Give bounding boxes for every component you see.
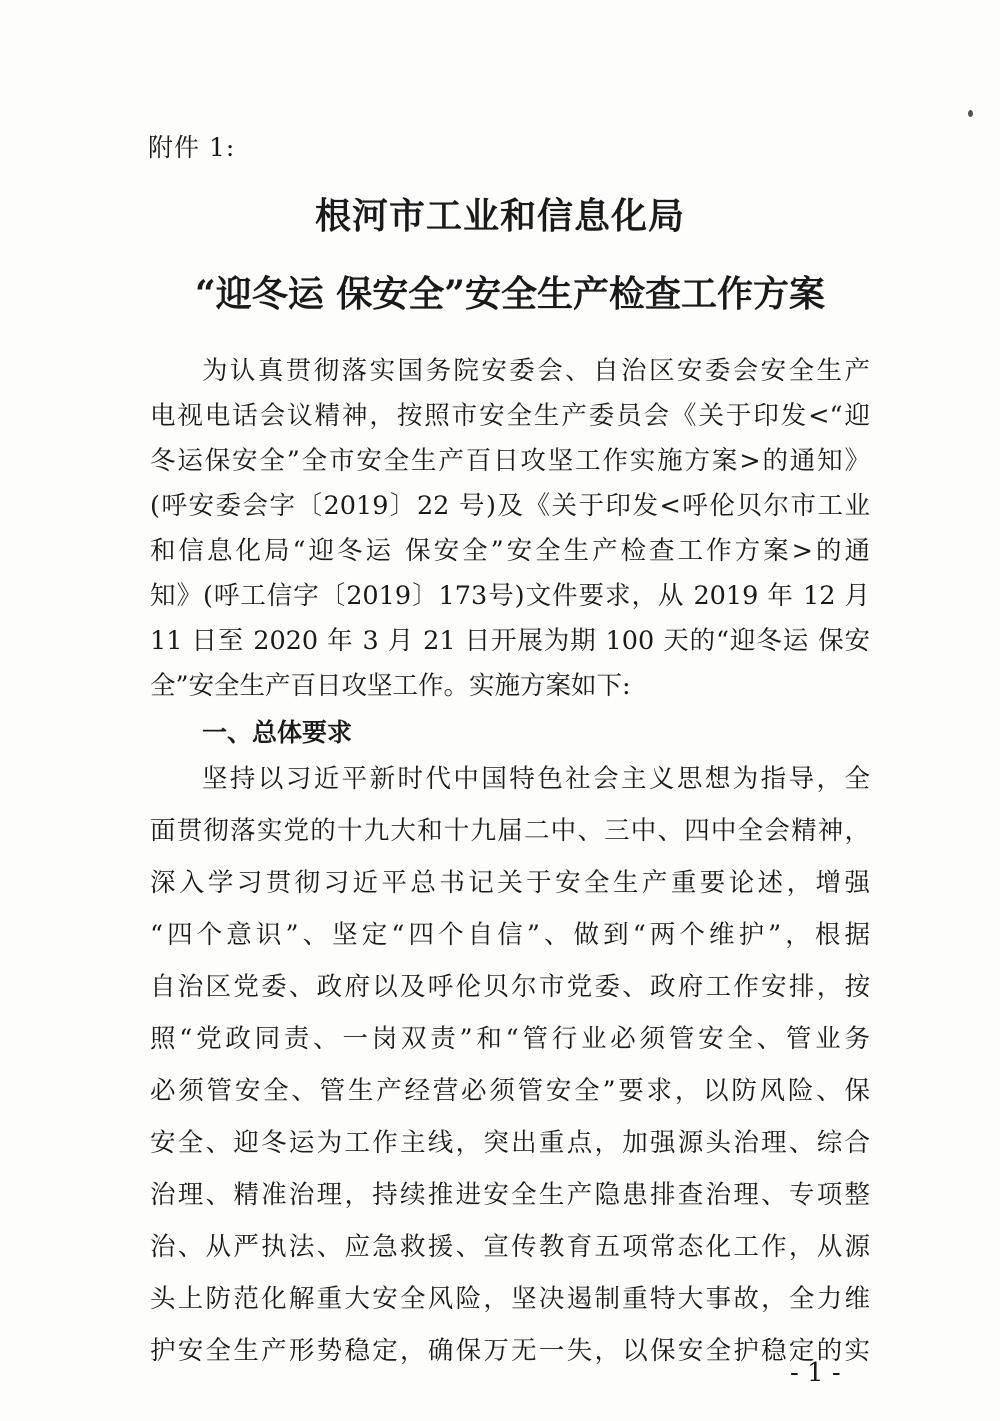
intro-line: 电视电话会议精神，按照市安全生产委员会《关于印发<“迎 [150, 401, 870, 431]
intro-line: 为认真贯彻落实国务院安委会、自治区安委会安全生产 [202, 356, 870, 386]
section-line: 护安全生产形势稳定，确保万无一失，以保安全护稳定的实 [150, 1336, 870, 1366]
section-line: 治理、精准治理，持续推进安全生产隐患排查治理、专项整 [150, 1180, 870, 1210]
intro-line: 11 日至 2020 年 3 月 21 日开展为期 100 天的“迎冬运 保安 [150, 626, 870, 656]
section-heading: 一、总体要求 [202, 718, 353, 747]
section-line: 必须管安全、管生产经营必须管安全”要求，以防风险、保 [150, 1076, 870, 1106]
document-title-line2: “迎冬运 保安全”安全生产检查工作方案 [195, 273, 825, 315]
intro-line: 和信息化局“迎冬运 保安全”安全生产检查工作方案>的通 [150, 536, 870, 566]
intro-line: 冬运保安全”全市安全生产百日攻坚工作实施方案>的通知》 [150, 446, 870, 476]
section-line: 深入学习贯彻习近平总书记关于安全生产重要论述，增强 [150, 868, 870, 898]
document-title-line1: 根河市工业和信息化局 [314, 195, 685, 237]
intro-line: 全”安全生产百日攻坚工作。实施方案如下: [150, 671, 631, 701]
intro-line: (呼安委会字〔2019〕22 号)及《关于印发<呼伦贝尔市工业 [150, 491, 870, 521]
section-line: 照“党政同责、一岗双责”和“管行业必须管安全、管业务 [150, 1024, 870, 1054]
section-line: 自治区党委、政府以及呼伦贝尔市党委、政府工作安排，按 [150, 972, 870, 1002]
page-number: - 1 - [790, 1358, 841, 1388]
section-line: 治、从严执法、应急救援、宣传教育五项常态化工作，从源 [150, 1232, 870, 1262]
section-line: “四个意识”、坚定“四个自信”、做到“两个维护”，根据 [150, 920, 870, 950]
section-line: 坚持以习近平新时代中国特色社会主义思想为指导，全 [202, 764, 870, 794]
attachment-label: 附件 1: [148, 133, 236, 162]
section-line: 安全、迎冬运为工作主线，突出重点，加强源头治理、综合 [150, 1128, 870, 1158]
intro-line: 知》(呼工信字〔2019〕173号)文件要求，从 2019 年 12 月 [150, 581, 870, 611]
section-line: 头上防范化解重大安全风险，坚决遏制重特大事故，全力维 [150, 1284, 870, 1314]
section-line: 面贯彻落实党的十九大和十九届二中、三中、四中全会精神， [150, 816, 870, 846]
scan-speck [968, 110, 973, 117]
